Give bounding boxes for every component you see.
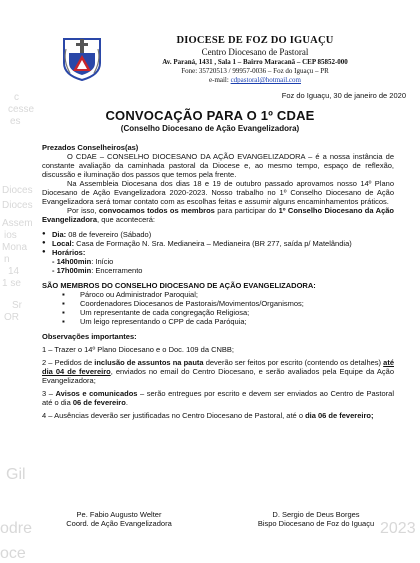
email-link[interactable]: cdpastoral@hotmail.com <box>230 76 301 84</box>
greeting: Prezados Conselheiros(as) <box>42 143 139 152</box>
note-4 <box>42 411 394 420</box>
text: – serão entregues por escrito e devem ser enviados ao Centro de Pastoral até o dia <box>42 389 395 407</box>
ghost-text: Gil <box>6 466 26 483</box>
ghost-text: ios <box>4 230 17 241</box>
ghost-text: es <box>10 116 21 127</box>
text: para participar do <box>214 206 279 215</box>
text: , enviados no email do Centro Diocesano, e serão avaliados pela Equipe da Ação Evangelizadora; <box>42 367 394 385</box>
text-bold: inclusão de assuntos na pauta <box>94 358 204 367</box>
diocese-emblem-logo <box>60 35 104 81</box>
ghost-text: Sr <box>12 300 22 311</box>
phone-line: Fone: 35720513 / 99957-0036 – Foz do Iguaçu – PR <box>181 67 329 75</box>
list-item: ▪ Um leigo representando o CPP de cada Paróquia; <box>62 317 394 326</box>
document-subtitle: (Conselho Diocesano de Ação Evangelizadora) <box>120 124 300 133</box>
signer-name: D. Sergio de Deus Borges <box>272 510 360 519</box>
text-bold-underline: até dia 04 de fevereiro <box>42 358 394 376</box>
text: . <box>125 398 128 407</box>
text: 2 – Pedidos de <box>42 358 95 367</box>
ghost-text: odre <box>0 520 33 537</box>
ghost-text: Dioces <box>2 185 33 196</box>
list-item: ▪ Pároco ou Administrador Paroquial; <box>62 290 394 299</box>
detail-value: 08 de fevereiro (Sábado) <box>66 230 152 239</box>
text: 3 – <box>42 389 56 398</box>
ghost-text: 1 se <box>2 278 21 289</box>
time-end-label: : Encerramento <box>91 266 143 275</box>
detail-label: Local: <box>52 239 75 248</box>
text-bold: 1º Conselho Diocesano da Ação Evangelizadora <box>42 206 394 224</box>
text: 4 – Ausências deverão ser justificadas no Centro Diocesano de Pastoral, até o <box>42 411 306 420</box>
note-2 <box>42 358 394 385</box>
members-list <box>42 290 394 326</box>
signer-name: Pe. Fabio Augusto Welter <box>76 510 162 519</box>
ghost-text: cesse <box>8 104 35 115</box>
signature-left <box>44 510 194 528</box>
list-item: ▪ Coordenadores Diocesanos de Pastorais/Movimentos/Organismos; <box>62 299 394 308</box>
ghost-text: Dioces <box>2 200 33 211</box>
time-start-label: : Início <box>91 257 114 266</box>
ghost-text: OR <box>4 312 19 323</box>
ghost-text: Mona <box>2 242 28 253</box>
ghost-text: oce <box>0 545 26 562</box>
text-bold: convocamos todos os membros <box>98 206 215 215</box>
date-line: Foz do Iguaçu, 30 de janeiro de 2020 <box>281 91 406 100</box>
text: Por isso, <box>67 206 99 215</box>
ghost-text: Assem <box>2 218 33 229</box>
paragraph-3 <box>42 206 394 224</box>
detail-value: Casa de Formação N. Sra. Medianeira – Medianeira (BR 277, saída p/ Matelândia) <box>74 239 352 248</box>
email-label: e-mail: <box>209 76 231 84</box>
paragraph-1: O CDAE – CONSELHO DIOCESANO DA AÇÃO EVANGELIZADORA – é a nossa instância de constante avaliação da caminhada pastoral da Diocese e, ao mesmo tempo, espaço de reflexão, discussão e iluminação dos passos que temos pela frente. <box>42 152 394 179</box>
ghost-text: 2023 <box>380 520 416 537</box>
email-line <box>125 76 385 85</box>
document-title: CONVOCAÇÃO PARA O 1º CDAE <box>105 108 315 123</box>
list-item: ▪ Um representante de cada congregação Religiosa; <box>62 308 394 317</box>
text-bold: Avisos e comunicados <box>55 389 138 398</box>
text-bold: dia 06 de fevereiro; <box>305 411 374 420</box>
text-bold: 06 de fevereiro <box>72 398 126 407</box>
ghost-text: n <box>4 254 10 265</box>
detail-times <box>42 248 394 275</box>
ghost-text: c <box>14 92 19 103</box>
text: , que acontecerá: <box>97 215 155 224</box>
signer-role: Coord. de Ação Evangelizadora <box>66 519 172 528</box>
time-start: - 14h00min <box>52 257 92 266</box>
text: deverão ser feitos por escrito (contendo os detalhes) <box>203 358 384 367</box>
signer-role: Bispo Diocesano de Foz do Iguaçu <box>257 519 375 528</box>
letterhead <box>125 35 385 85</box>
detail-label: Horários: <box>52 248 86 257</box>
signature-right <box>236 510 396 528</box>
note-3 <box>42 389 394 407</box>
ghost-text: 14 <box>8 266 20 277</box>
members-heading: SÃO MEMBROS DO CONSELHO DIOCESANO DE AÇÃO EVANGELIZADORA: <box>42 281 316 290</box>
address-line: Av. Paraná, 1431 , Sala 1 – Bairro Maracanã – CEP 85852-000 <box>162 58 348 66</box>
note-1: 1 – Trazer o 14º Plano Diocesano e o Doc. 109 da CNBB; <box>42 345 235 354</box>
meeting-details-list <box>42 230 394 275</box>
detail-label: Dia: <box>52 230 67 239</box>
detail-date <box>42 230 394 239</box>
detail-place <box>42 239 394 248</box>
notes-heading: Observações importantes: <box>42 332 137 341</box>
paragraph-2: Na Assembleia Diocesana dos dias 18 e 19 de outubro passado aprovamos nosso 14º Plano Diocesano de Ação Evangelizadora 2020-2023. Nosso trabalho no 1º Conselho Diocesano de Ação Evangelizadora será tomar contato com as escolhas feitas e assumir alguns encaminhamentos práticos. <box>42 179 394 206</box>
document-body <box>42 143 394 420</box>
diocese-title: DIOCESE DE FOZ DO IGUAÇU <box>176 35 334 46</box>
time-end: - 17h00min <box>52 266 92 275</box>
center-name: Centro Diocesano de Pastoral <box>201 47 309 57</box>
